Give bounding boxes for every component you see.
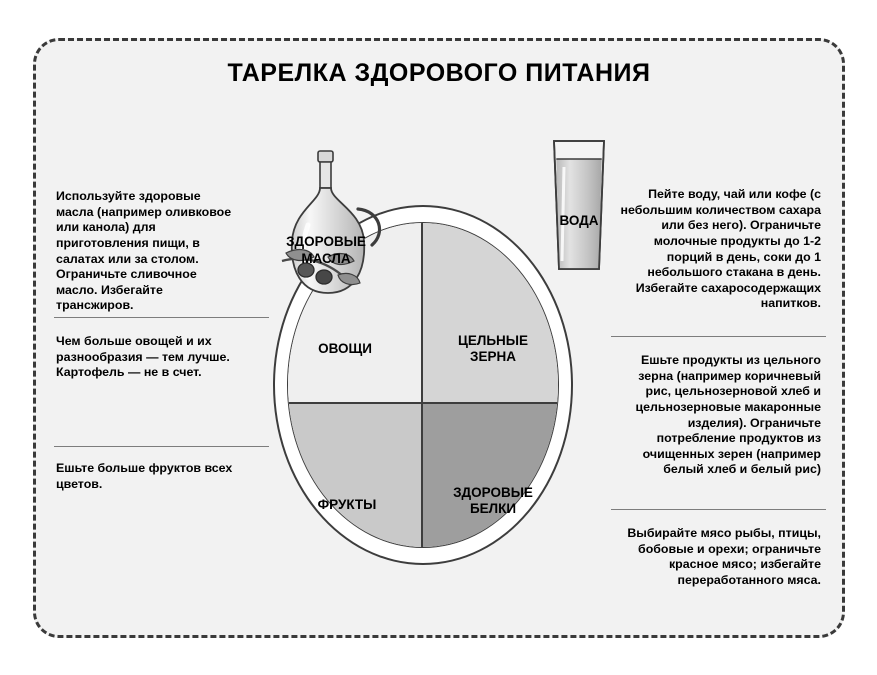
plate-label-vegetables-text: ОВОЩИ — [318, 341, 372, 356]
divider-right-2 — [611, 509, 826, 510]
oils-label-line2: МАСЛА — [301, 250, 351, 266]
plate-label-whole-grains — [433, 333, 553, 365]
divider-left-1 — [54, 317, 269, 318]
plate-label-vegetables — [285, 341, 405, 357]
plate-label-whole-grains-line1: ЦЕЛЬНЫЕ — [457, 333, 528, 348]
divider-right-1 — [611, 336, 826, 337]
divider-left-2 — [54, 446, 269, 447]
oils-label — [274, 234, 378, 268]
oils-label-line1: ЗДОРОВЫЕ — [286, 234, 366, 249]
note-water: Пейте воду, чай или кофе (с небольшим количеством сахара или без него). Ограничьте молочные продукты до 1-2 порций в день, соки до 1 небольшого стакана в день. Избегайте сахаросодержащих напитков. — [620, 187, 821, 311]
plate-section-fruits — [288, 404, 423, 547]
note-healthy-oils: Используйте здоровые масла (например оливковое или канола) для приготовления пищи, в салатах или за столом. Ограничьте сливочное масло. Избегайте трансжиров. — [56, 189, 232, 313]
note-fruits: Ешьте больше фруктов всех цветов. — [56, 461, 233, 491]
plate-label-proteins-line1: ЗДОРОВЫЕ — [453, 485, 533, 500]
plate-label-whole-grains-line2: ЗЕРНА — [470, 349, 516, 365]
plate-section-healthy-proteins — [423, 404, 558, 547]
plate-label-healthy-proteins — [433, 485, 553, 517]
note-vegetables: Чем больше овощей и их разнообразия — тем лучше. Картофель — не в счет. — [56, 334, 230, 380]
plate-label-proteins-line2: БЕЛКИ — [469, 501, 517, 517]
page-title: ТАРЕЛКА ЗДОРОВОГО ПИТАНИЯ — [227, 59, 651, 87]
oil-bottle-icon — [268, 149, 396, 305]
plate-section-whole-grains — [423, 223, 558, 404]
note-whole-grains: Ешьте продукты из цельного зерна (например коричневый рис, цельнозерновой хлеб и цельнозерновые макаронные изделия). Ограничьте потребление продуктов из очищенных зерен (например белый хлеб и белый рис) — [635, 353, 821, 477]
plate-label-fruits-text: ФРУКТЫ — [317, 497, 377, 512]
plate-label-fruits — [287, 497, 407, 513]
water-label: ВОДА — [559, 213, 599, 228]
note-healthy-proteins: Выбирайте мясо рыбы, птицы, бобовые и орехи; ограничьте красное мясо; избегайте переработанного мяса. — [627, 526, 821, 587]
water-glass-icon — [548, 137, 610, 275]
healthy-eating-plate-poster — [33, 38, 845, 638]
